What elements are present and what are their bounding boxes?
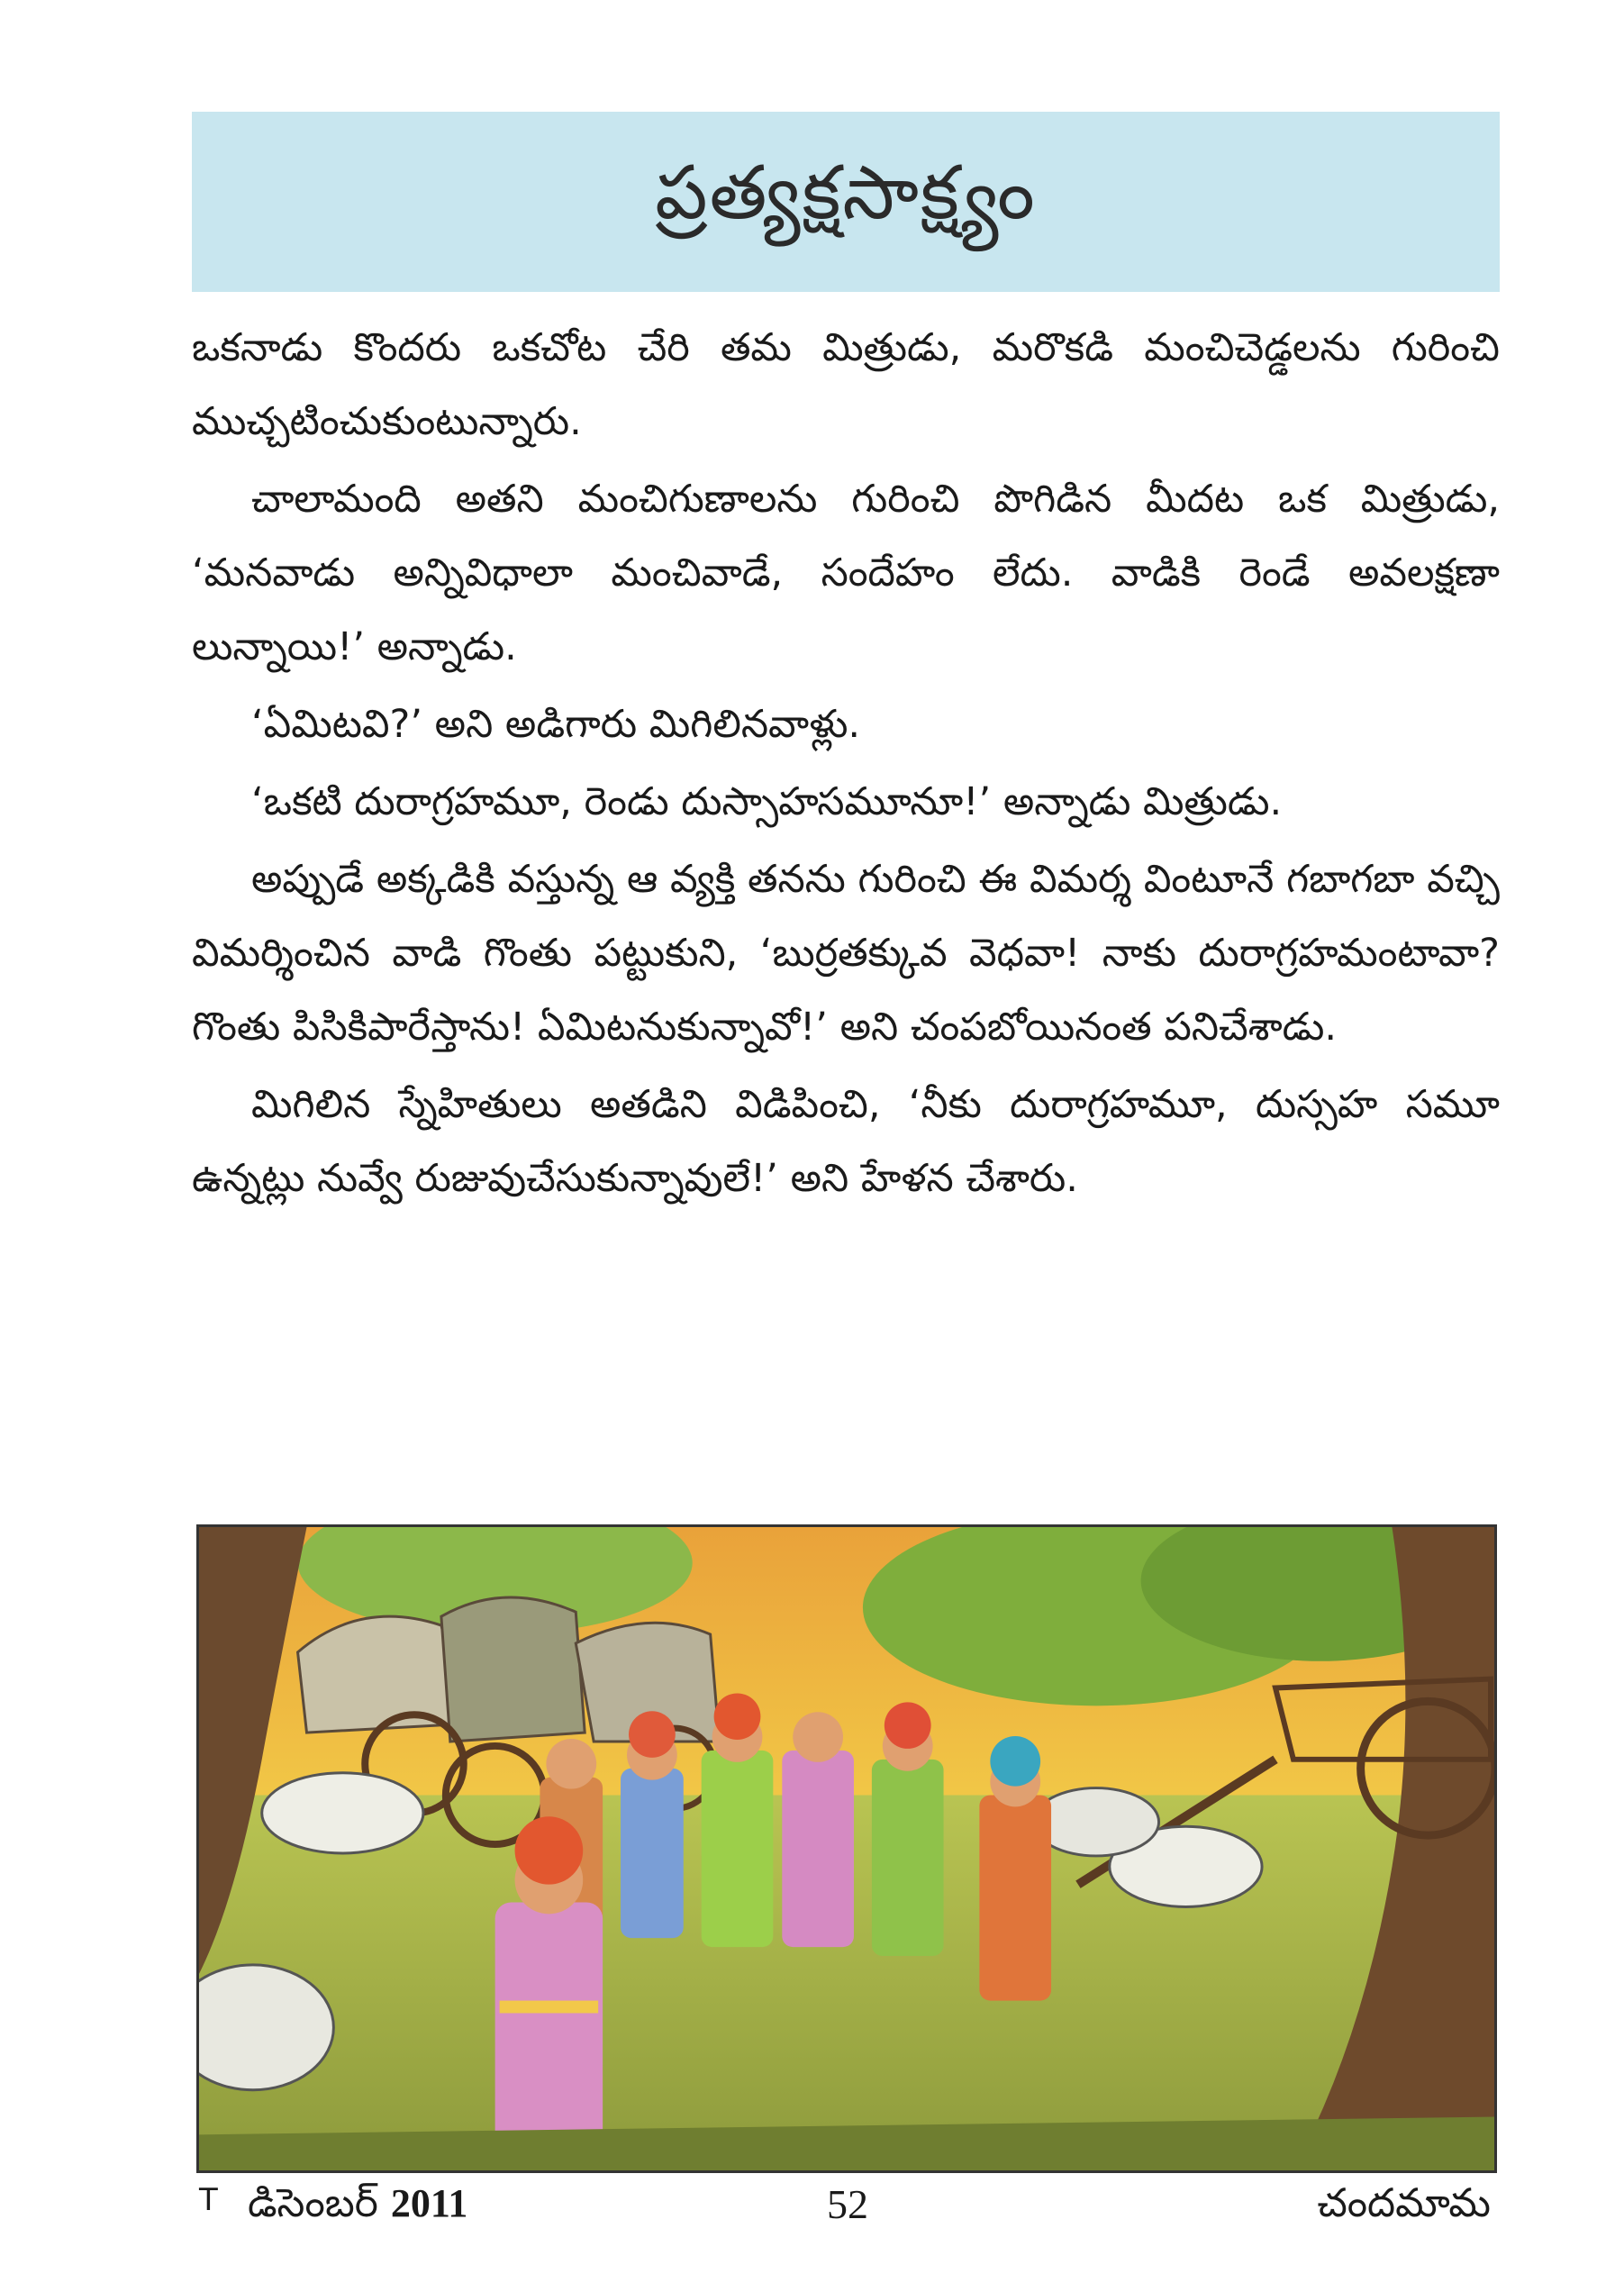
page-footer (192, 2180, 1500, 2243)
issue-date (248, 2180, 467, 2236)
paragraph-4: ‘ఒకటి దురాగ్రహమూ, రెండు దుస్సాహసమూనూ!’ అన్నాడు మిత్రుడు. (251, 779, 1283, 824)
story-title: ప్రత్యక్షసాక్ష్యం (655, 150, 1037, 236)
paragraph-1: ఒకనాడు కొందరు ఒకచోట చేరి తమ మిత్రుడు, మరొకడి మంచిచెడ్డలను గురించి ముచ్చటించుకుంటున్నారు. (192, 325, 1500, 444)
print-mark: T (199, 2182, 218, 2218)
bullock (1033, 1788, 1158, 1856)
story-body (192, 311, 1500, 1219)
issue-year: 2011 (390, 2181, 468, 2225)
illustration-scene (199, 1527, 1494, 2170)
page-number: 52 (827, 2181, 868, 2227)
story-illustration (196, 1524, 1497, 2173)
magazine-name: చందమామ (1317, 2180, 1491, 2226)
bullock (262, 1773, 423, 1853)
paragraph-3: ‘ఏమిటవి?’ అని అడిగారు మిగిలినవాళ్లు. (251, 702, 861, 747)
issue-month: డిసెంబర్ (248, 2180, 378, 2226)
paragraph-2: చాలామంది అతని మంచిగుణాలను గురించి పొగిడిన మీదట ఒక మిత్రుడు, ‘మనవాడు అన్నివిధాలా మంచివాడే, సందేహం లేదు. వాడికి రెండే అవలక్షణా లున్నాయి!’ అన్నాడు. (192, 477, 1500, 669)
paragraph-5: అప్పుడే అక్కడికి వస్తున్న ఆ వ్యక్తి తనను గురించి ఈ విమర్శ వింటూనే గబాగబా వచ్చి విమర్శించిన వాడి గొంతు పట్టుకుని, ‘బుర్రతక్కువ వెధవా! నాకు దురాగ్రహమంటావా? గొంతు పిసికిపారేస్తాను! ఏమిటనుకున్నావో!’ అని చంపబోయినంత పనిచేశాడు. (192, 857, 1500, 1050)
title-band (192, 112, 1500, 292)
paragraph-6: మిగిలిన స్నేహితులు అతడిని విడిపించి, ‘నీకు దురాగ్రహమూ, దుస్సహ సమూ ఉన్నట్లు నువ్వే రుజువుచేసుకున్నావులే!’ అని హేళన చేశారు. (192, 1082, 1500, 1201)
